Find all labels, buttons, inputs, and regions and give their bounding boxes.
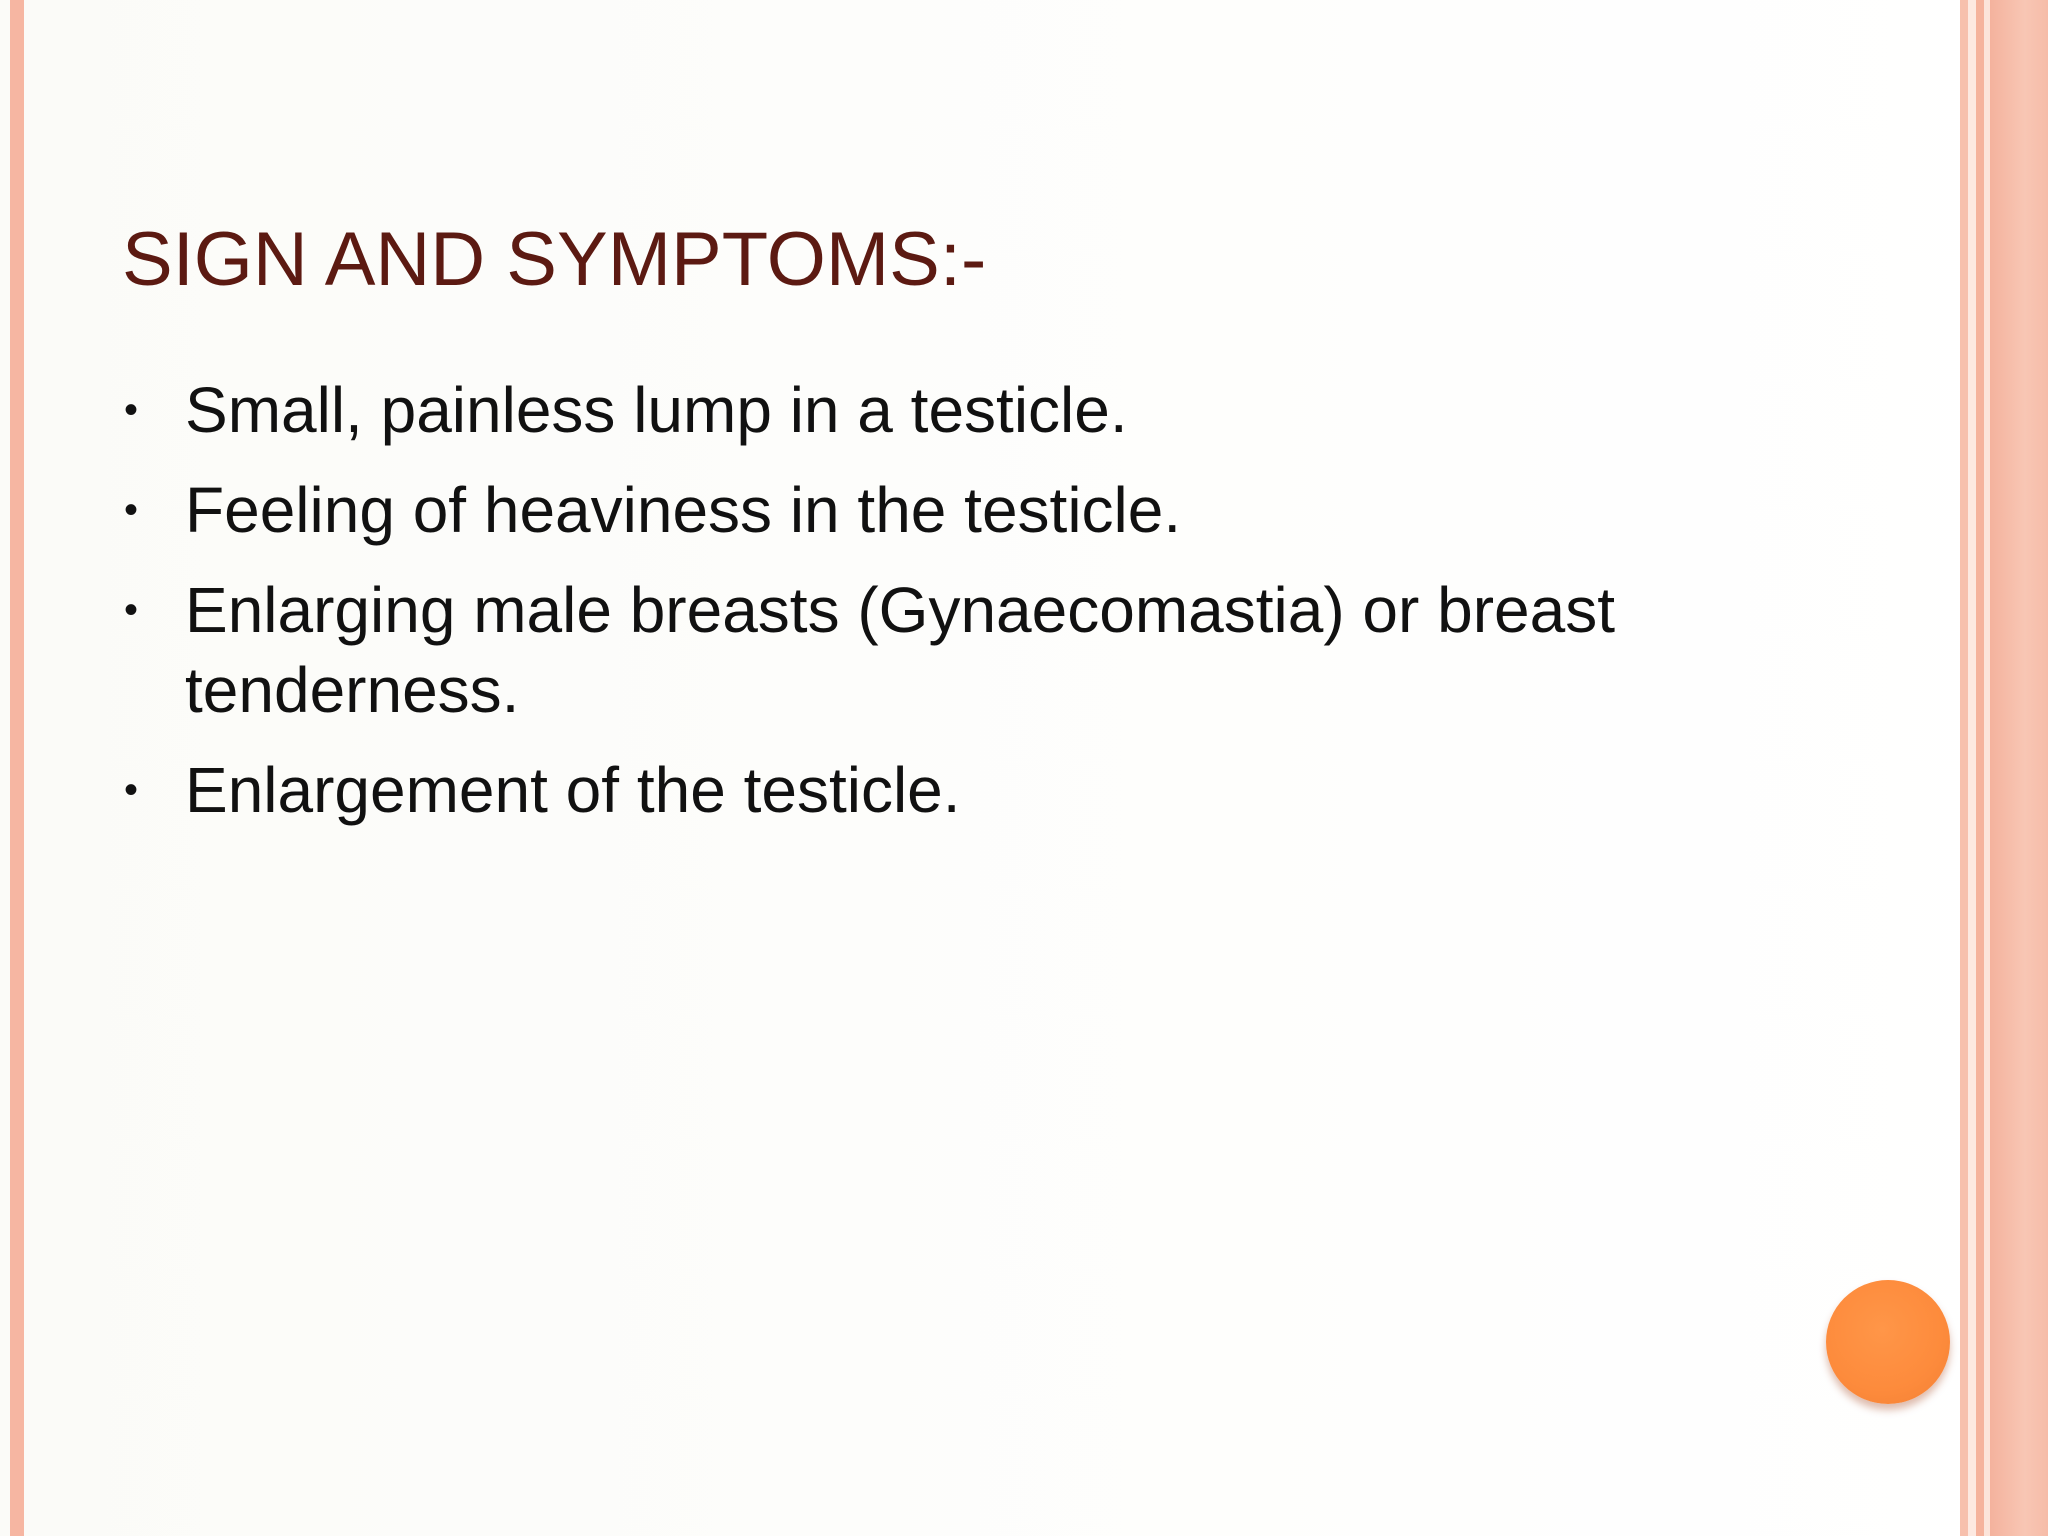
bullet-icon: • (124, 488, 139, 532)
bullet-text: Small, painless lump in a testicle. (185, 374, 1128, 446)
bullet-icon: • (124, 768, 139, 812)
list-item (122, 370, 1762, 450)
right-band-stripe (1960, 0, 1968, 1536)
decorative-circle-icon (1826, 1280, 1950, 1404)
list-item (122, 570, 1762, 730)
list-item (122, 470, 1762, 550)
right-band-stripe (1976, 0, 1984, 1536)
bullet-icon: • (124, 388, 139, 432)
bullet-text: Feeling of heaviness in the testicle. (185, 474, 1182, 546)
bullet-text: Enlargement of the testicle. (185, 754, 961, 826)
bullet-text: Enlarging male breasts (Gynaecomastia) or breast tenderness. (185, 574, 1615, 726)
list-item (122, 750, 1762, 830)
bullet-list (122, 370, 1762, 850)
right-band-stripe (1968, 0, 1976, 1536)
right-accent-band (1960, 0, 2048, 1536)
slide-title: SIGN AND SYMPTOMS:- (122, 217, 987, 302)
right-band-stripe (1990, 0, 2048, 1536)
left-accent-stripe (10, 0, 24, 1536)
bullet-icon: • (124, 588, 139, 632)
